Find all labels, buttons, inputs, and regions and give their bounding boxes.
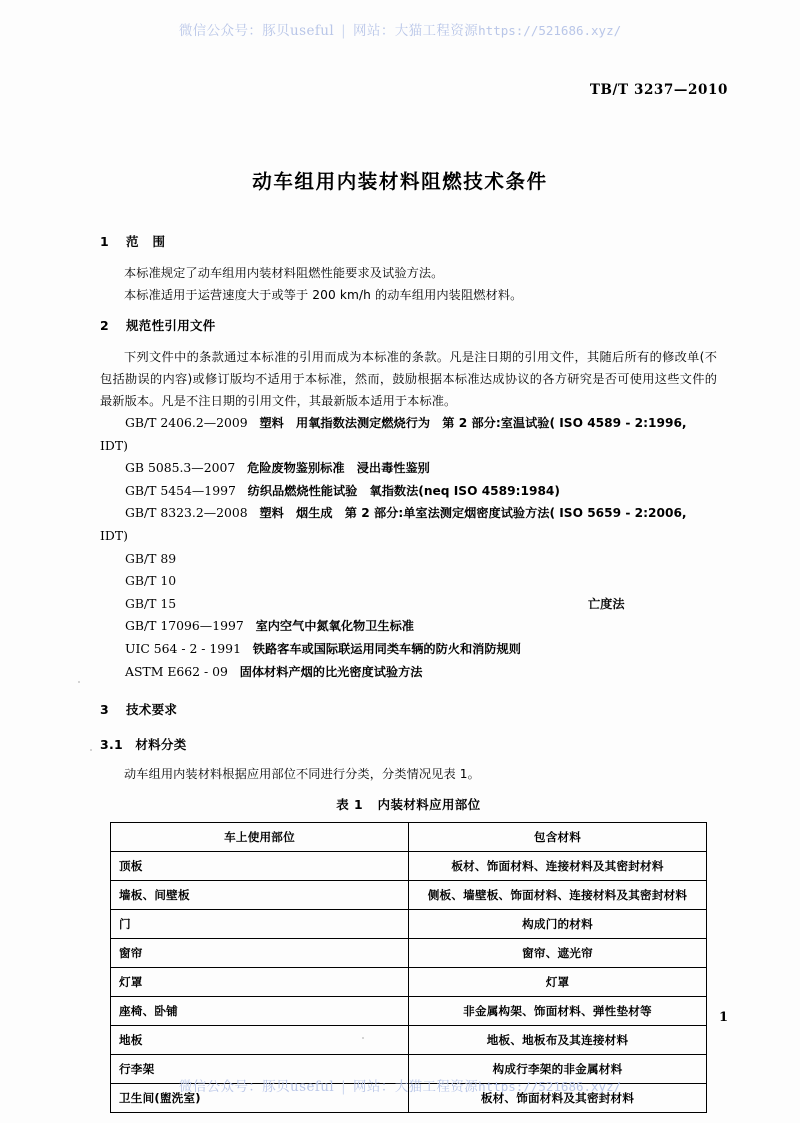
watermark-account: 豚贝useful [262, 1079, 335, 1095]
table-cell-materials: 侧板、墙壁板、饰面材料、连接材料及其密封材料 [409, 881, 707, 910]
reference-code: GB/T 15 [125, 595, 177, 611]
reference-text: 塑料 烟生成 第 2 部分:单室法测定烟密度试验方法( ISO 5659 - 2:2006, [259, 506, 687, 521]
reference-entry [100, 615, 717, 638]
watermark-separator: | [341, 1079, 347, 1095]
section-heading-2 [100, 316, 717, 334]
table-caption [100, 795, 717, 813]
section-number-3-1: 3.1 [100, 737, 124, 753]
table-row [111, 997, 707, 1026]
reference-code: UIC 564 - 2 - 1991 [125, 640, 241, 656]
watermark-url: https://521686.xyz/ [478, 23, 622, 38]
reference-code: GB/T 89 [125, 550, 177, 566]
watermark-wechat-label: 微信公众号： [178, 1079, 263, 1095]
table-cell-location: 座椅、卧铺 [111, 997, 409, 1026]
table-cell-location: 窗帘 [111, 939, 409, 968]
section-number-2: 2 [100, 318, 109, 333]
table-cell-location: 门 [111, 910, 409, 939]
table-cell-materials: 构成行李架的非金属材料 [409, 1055, 707, 1084]
reference-code: ASTM E662 - 09 [125, 663, 228, 679]
reference-text: 危险废物鉴别标准 浸出毒性鉴别 [247, 461, 430, 476]
table-cell-materials: 窗帘、遮光帘 [409, 939, 707, 968]
reference-continuation: IDT) [100, 527, 128, 543]
watermark-separator: | [341, 23, 347, 39]
table-cell-materials: 板材、饰面材料、连接材料及其密封材料 [409, 852, 707, 881]
watermark-site-label: 网站： [353, 1079, 395, 1095]
scan-speckle [78, 681, 80, 683]
scan-speckle [90, 749, 92, 751]
section-heading-1 [100, 232, 717, 250]
standard-number: TB/T 3237—2010 [589, 82, 728, 98]
section-number-3: 3 [100, 702, 109, 718]
reference-text: 塑料 用氧指数法测定燃烧行为 第 2 部分:室温试验( ISO 4589 - 2:1996, [259, 416, 687, 430]
reference-code: GB/T 2406.2—2009 [125, 415, 248, 430]
reference-code: GB/T 10 [125, 573, 177, 589]
table-row [111, 1026, 707, 1055]
section-title-3-1: 材料分类 [135, 737, 187, 753]
table-row [111, 968, 707, 997]
watermark-wechat-label: 微信公众号： [178, 23, 263, 39]
scan-speckle [362, 1037, 364, 1039]
reference-entry [100, 502, 717, 525]
reference-entry [100, 661, 717, 684]
watermark-site-name: 大猫工程资源 [394, 1079, 479, 1095]
reference-entry [100, 457, 717, 480]
materials-application-table [110, 822, 707, 1113]
document-body [100, 232, 717, 1113]
table-header-row [111, 823, 707, 852]
reference-text: 固体材料产烟的比光密度试验方法 [239, 664, 423, 679]
table-cell-location: 墙板、间壁板 [111, 881, 409, 910]
reference-trailing-text: 亡度法 [588, 596, 625, 611]
reference-entry [100, 548, 717, 571]
table-cell-materials: 非金属构架、饰面材料、弹性垫材等 [409, 997, 707, 1026]
reference-code: GB 5085.3—2007 [125, 460, 236, 476]
table-cell-location: 灯罩 [111, 968, 409, 997]
watermark-bottom [0, 1075, 800, 1095]
table-cell-materials: 构成门的材料 [409, 910, 707, 939]
reference-code: GB/T 8323.2—2008 [125, 505, 248, 521]
watermark-url: https://521686.xyz/ [478, 1079, 622, 1094]
section-title-2: 规范性引用文件 [126, 318, 216, 333]
table-row [111, 939, 707, 968]
table-row [111, 881, 707, 910]
watermark-site-label: 网站： [353, 23, 395, 39]
reference-text: 铁路客车或国际联运用同类车辆的防火和消防规则 [252, 641, 521, 656]
table-cell-location: 行李架 [111, 1055, 409, 1084]
table-cell-location: 卫生间(盥洗室) [111, 1084, 409, 1113]
table-header-materials: 包含材料 [409, 823, 707, 852]
table-row [111, 852, 707, 881]
table-cell-location: 地板 [111, 1026, 409, 1055]
reference-code: GB/T 5454—1997 [125, 482, 236, 498]
reference-entry [100, 593, 717, 616]
watermark-top [0, 19, 800, 39]
reference-continuation: IDT) [100, 437, 128, 453]
reference-text: 纺织品燃烧性能试验 氧指数法(neq ISO 4589:1984) [247, 483, 560, 498]
section-3-1-paragraph-1: 动车组用内装材料根据应用部位不同进行分类，分类情况见表 1。 [124, 767, 480, 782]
table-cell-materials: 地板、地板布及其连接材料 [409, 1026, 707, 1055]
reference-entry [100, 638, 717, 661]
section-heading-3 [100, 700, 717, 718]
section-title-1-char2: 围 [152, 234, 166, 249]
section-2-paragraph-1: 下列文件中的条款通过本标准的引用而成为本标准的条款。凡是注日期的引用文件，其随后所有的修改单(不包括勘误的内容)或修订版均不适用于本标准，然而，鼓励根据本标准达成协议的各方研究是否可使用这些文件的最新版本。凡是不注日期的引用文件，其最新版本适用于本标准。 [100, 350, 717, 408]
table-caption-label: 表 1 [336, 797, 364, 813]
section-number-1: 1 [100, 234, 109, 249]
page-title: 动车组用内装材料阻燃技术条件 [252, 170, 548, 193]
table-cell-location: 顶板 [111, 852, 409, 881]
section-1-paragraph-2: 本标准适用于运营速度大于或等于 200 km/h 的动车组用内装阻燃材料。 [124, 288, 523, 302]
reference-text: 室内空气中氮氧化物卫生标准 [255, 619, 414, 634]
section-1-paragraph-1: 本标准规定了动车组用内装材料阻燃性能要求及试验方法。 [124, 266, 444, 280]
reference-entry [100, 412, 717, 435]
reference-entry [100, 570, 717, 593]
section-heading-3-1 [100, 735, 717, 753]
table-row [111, 910, 707, 939]
reference-code: GB/T 17096—1997 [125, 618, 244, 634]
section-title-3: 技术要求 [126, 702, 178, 718]
section-title-1-char1: 范 [126, 234, 153, 249]
table-header-location: 车上使用部位 [111, 823, 409, 852]
table-cell-materials: 灯罩 [409, 968, 707, 997]
watermark-account: 豚贝useful [262, 23, 335, 39]
watermark-site-name: 大猫工程资源 [394, 23, 479, 39]
reference-entry [100, 480, 717, 503]
normative-references-list [100, 412, 717, 683]
table-cell-materials: 板材、饰面材料及其密封材料 [409, 1084, 707, 1113]
table-caption-title: 内装材料应用部位 [377, 797, 481, 813]
page-number: 1 [718, 1010, 728, 1025]
